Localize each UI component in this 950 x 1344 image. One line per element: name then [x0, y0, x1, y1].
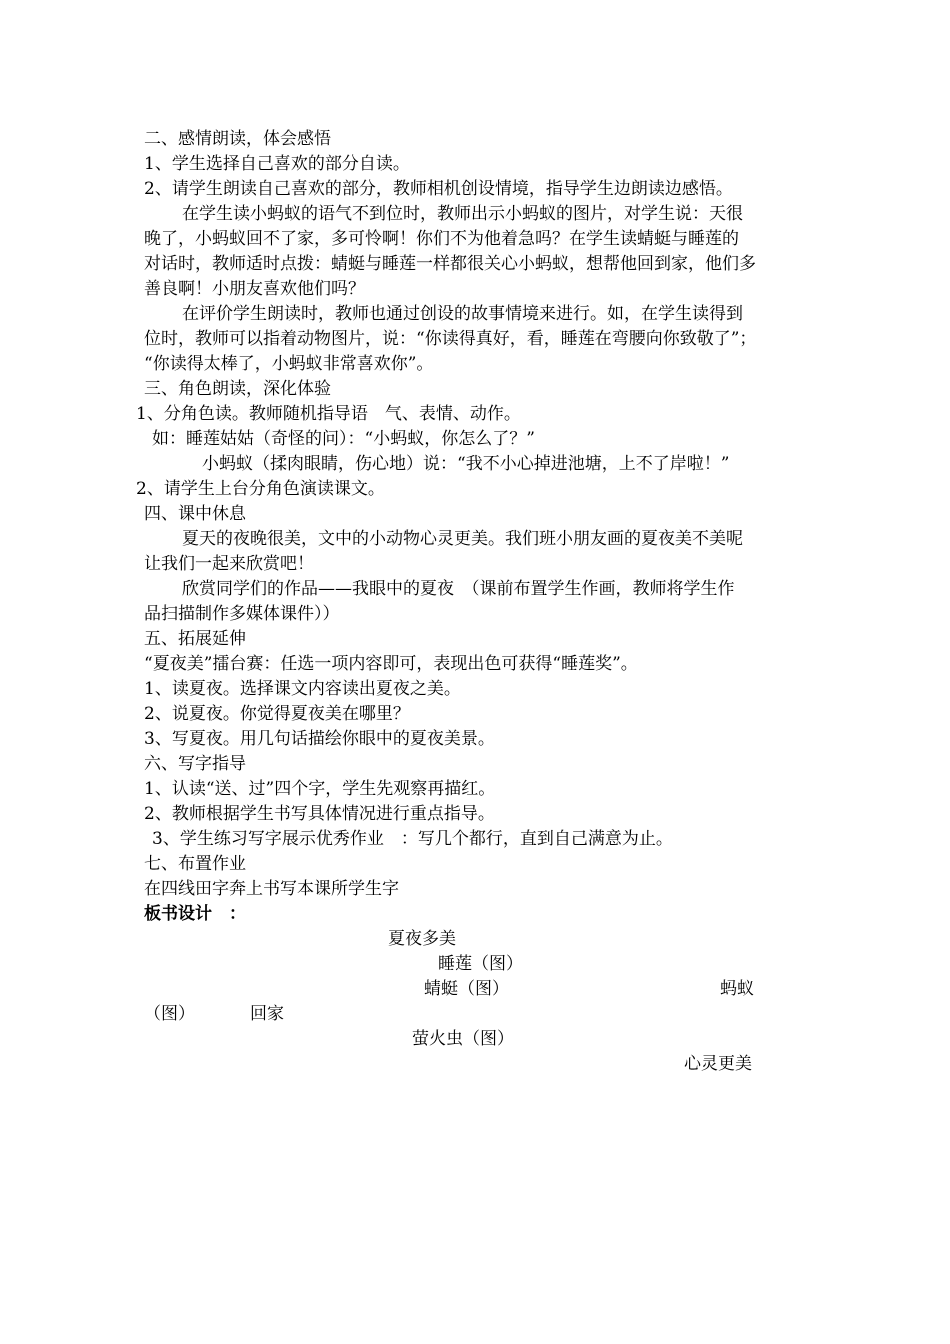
section-7-heading: 七、布置作业: [144, 854, 246, 874]
section-2-para-1-line-2: 晚了，小蚂蚁回不了家，多可怜啊！你们不为他着急吗？在学生读蜻蜓与睡莲的: [144, 229, 739, 249]
section-2-para-1-line-4: 善良啊！小朋友喜欢他们吗？: [144, 279, 365, 299]
board-qingting: 蜻蜓（图）: [424, 979, 509, 999]
section-5-heading: 五、拓展延伸: [144, 629, 246, 649]
section-3-item-1: 1、分角色读。教师随机指导语 气、表情、动作。: [136, 404, 521, 424]
board-title: 夏夜多美: [388, 929, 456, 949]
section-2-item-2: 2、请学生朗读自己喜欢的部分，教师相机创设情境，指导学生边朗读边感悟。: [144, 179, 733, 199]
section-6-item-2: 2、教师根据学生书写具体情况进行重点指导。: [144, 804, 495, 824]
section-5-intro: “夏夜美”擂台赛：任选一项内容即可，表现出色可获得“睡莲奖”。: [144, 654, 638, 674]
section-3-item-2: 2、请学生上台分角色演读课文。: [136, 479, 385, 499]
section-2-para-2-line-3: “你读得太棒了，小蚂蚁非常喜欢你”。: [144, 354, 434, 374]
section-3-example-1: 如：睡莲姑姑（奇怪的问）：“小蚂蚁，你怎么了？”: [152, 429, 535, 449]
section-2-para-1-line-1: 在学生读小蚂蚁的语气不到位时，教师出示小蚂蚁的图片，对学生说：天很: [182, 204, 743, 224]
section-2-para-1-line-3: 对话时，教师适时点拨：蜻蜓与睡莲一样都很关心小蚂蚁，想帮他回到家，他们多: [144, 254, 756, 274]
section-4-heading: 四、课中休息: [144, 504, 246, 524]
section-3-heading: 三、角色朗读，深化体验: [144, 379, 331, 399]
section-2-heading: 二、感情朗读，体会感悟: [144, 129, 331, 149]
board-xinling: 心灵更美: [684, 1054, 752, 1074]
section-5-item-3: 3、写夏夜。用几句话描绘你眼中的夏夜美景。: [144, 729, 495, 749]
board-mayi: 蚂蚁: [720, 979, 754, 999]
section-5-item-1: 1、读夏夜。选择课文内容读出夏夜之美。: [144, 679, 461, 699]
section-2-para-2-line-1: 在评价学生朗读时，教师也通过创设的故事情境来进行。如，在学生读得到: [182, 304, 743, 324]
section-4-para-2-line-2: 品扫描制作多媒体课件））: [144, 604, 340, 624]
board-tu: （图）: [144, 1004, 195, 1024]
section-2-item-1: 1、学生选择自己喜欢的部分自读。: [144, 154, 410, 174]
board-shuilian: 睡莲（图）: [438, 954, 523, 974]
section-2-para-2-line-2: 位时，教师可以指着动物图片，说：“你读得真好，看，睡莲在弯腰向你致敬了”；: [144, 329, 757, 349]
section-6-item-3: 3、学生练习写字展示优秀作业 ：写几个都行，直到自己满意为止。: [152, 829, 673, 849]
section-7-text: 在四线田字奔上书写本课所学生字: [144, 879, 399, 899]
section-4-para-1-line-2: 让我们一起来欣赏吧！: [144, 554, 314, 574]
section-3-example-2: 小蚂蚁（揉肉眼睛，伤心地）说：“我不小心掉进池塘，上不了岸啦！”: [202, 454, 730, 474]
section-6-heading: 六、写字指导: [144, 754, 246, 774]
section-5-item-2: 2、说夏夜。你觉得夏夜美在哪里？: [144, 704, 410, 724]
board-yinghuochong: 萤火虫（图）: [412, 1029, 514, 1049]
section-4-para-2-line-1: 欣赏同学们的作品——我眼中的夏夜 （课前布置学生作画，教师将学生作: [182, 579, 735, 599]
board-heading: 板书设计 ：: [144, 904, 246, 924]
board-huijia: 回家: [250, 1004, 284, 1024]
section-4-para-1-line-1: 夏天的夜晚很美，文中的小动物心灵更美。我们班小朋友画的夏夜美不美呢: [182, 529, 743, 549]
section-6-item-1: 1、认读“送、过”四个字，学生先观察再描红。: [144, 779, 496, 799]
